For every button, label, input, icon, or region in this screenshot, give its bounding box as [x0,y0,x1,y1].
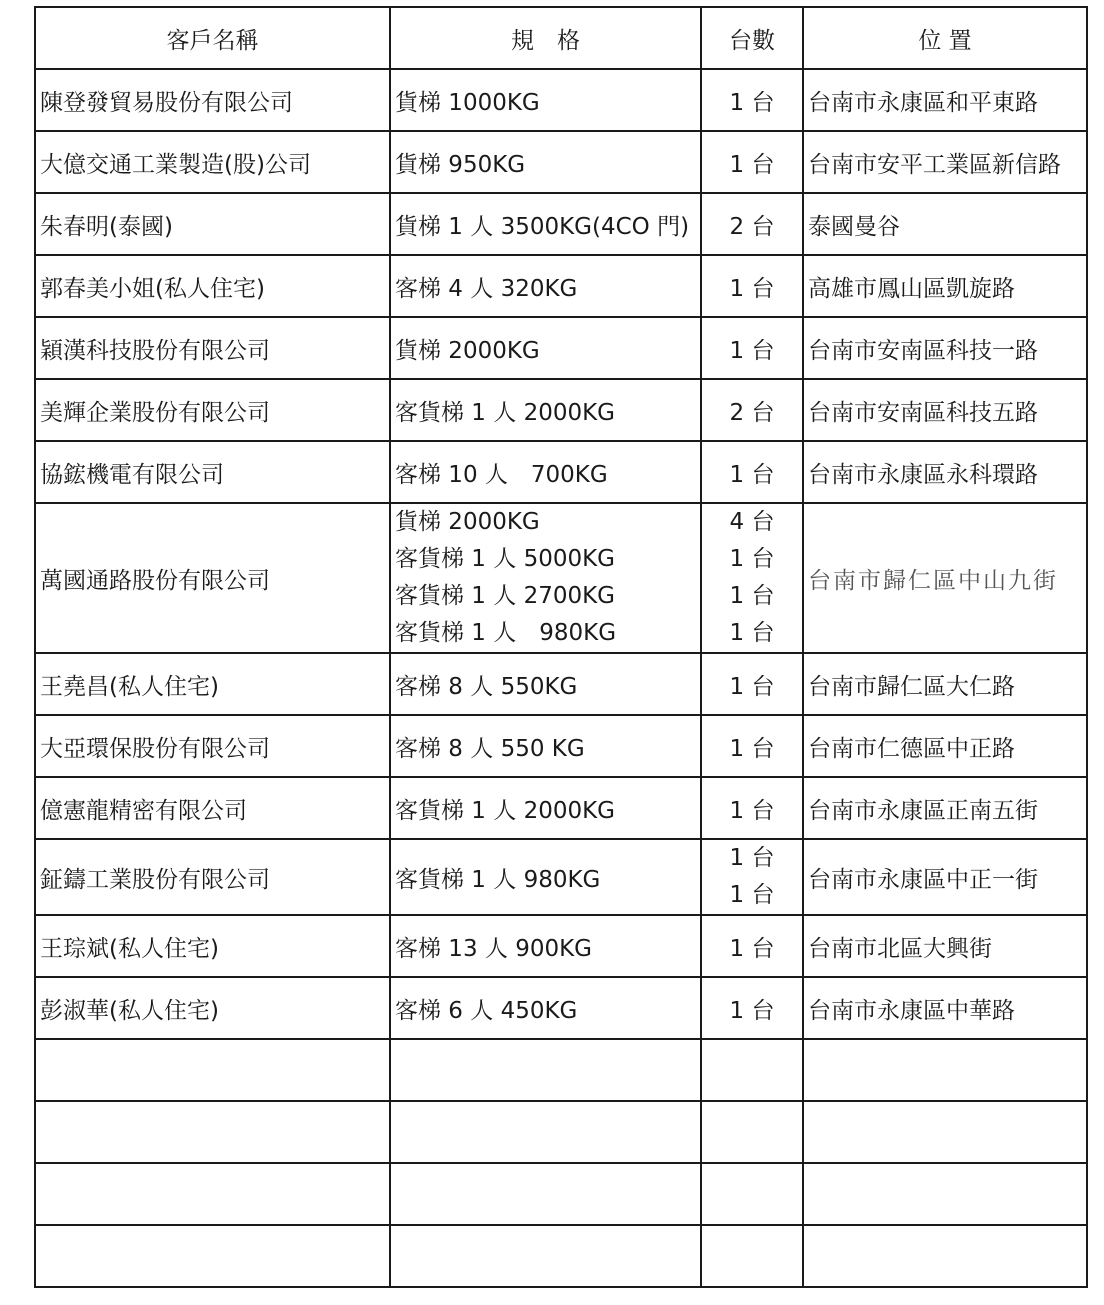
location-cell: 台南市北區大興街 [803,915,1087,977]
location-cell: 台南市安南區科技五路 [803,379,1087,441]
table-row [35,69,1087,131]
empty-cell [35,1101,390,1163]
table-row [35,193,1087,255]
empty-cell [701,1039,803,1101]
table-row [35,441,1087,503]
spec-line: 客貨梯 1 人 5000KG [395,546,616,572]
spec-cell: 貨梯 950KG [390,131,701,193]
table-row [35,131,1087,193]
empty-cell [35,1039,390,1101]
location-cell: 台南市歸仁區中山九街 [803,503,1087,653]
location-cell: 台南市永康區永科環路 [803,441,1087,503]
qty-line: 1 台 [729,583,775,609]
location-cell: 台南市仁德區中正路 [803,715,1087,777]
table-row [35,777,1087,839]
qty-cell: 1 台 [701,441,803,503]
spec-cell: 客梯 4 人 320KG [390,255,701,317]
empty-cell [390,1225,701,1287]
qty-line: 4 台 [729,509,775,535]
empty-cell [35,1225,390,1287]
customer-cell: 鉦鑄工業股份有限公司 [35,839,390,915]
location-cell: 台南市安南區科技一路 [803,317,1087,379]
empty-row [35,1101,1087,1163]
customer-cell: 萬國通路股份有限公司 [35,503,390,653]
customer-cell: 協鋐機電有限公司 [35,441,390,503]
spec-cell: 貨梯 1000KG [390,69,701,131]
empty-cell [701,1225,803,1287]
qty-cell: 1 台 [701,653,803,715]
customer-cell: 王堯昌(私人住宅) [35,653,390,715]
qty-cell [701,503,803,653]
table-row [35,653,1087,715]
empty-row [35,1163,1087,1225]
location-cell: 高雄市鳳山區凱旋路 [803,255,1087,317]
table-row [35,317,1087,379]
customer-cell: 大亞環保股份有限公司 [35,715,390,777]
qty-cell: 1 台 [701,69,803,131]
customer-cell: 穎漢科技股份有限公司 [35,317,390,379]
qty-cell: 1 台 [701,915,803,977]
spec-line: 貨梯 2000KG [395,509,540,535]
qty-cell: 2 台 [701,379,803,441]
table-row [35,915,1087,977]
empty-cell [803,1163,1087,1225]
empty-cell [390,1101,701,1163]
spec-cell: 客梯 8 人 550KG [390,653,701,715]
customer-cell: 郭春美小姐(私人住宅) [35,255,390,317]
elevator-client-list-page [34,6,1086,1291]
spec-cell: 客梯 13 人 900KG [390,915,701,977]
location-cell: 泰國曼谷 [803,193,1087,255]
customer-cell: 陳登發貿易股份有限公司 [35,69,390,131]
qty-cell: 1 台 [701,317,803,379]
header-row [35,7,1087,69]
empty-row [35,1039,1087,1101]
qty-cell: 1 台 [701,131,803,193]
location-cell: 台南市歸仁區大仁路 [803,653,1087,715]
empty-cell [35,1163,390,1225]
empty-cell [701,1163,803,1225]
header-customer: 客戶名稱 [35,7,390,69]
qty-cell: 1 台 [701,255,803,317]
spec-cell: 貨梯 1 人 3500KG(4CO 門) [390,193,701,255]
empty-cell [803,1225,1087,1287]
customer-cell: 朱春明(泰國) [35,193,390,255]
spec-cell: 客貨梯 1 人 2000KG [390,379,701,441]
empty-row [35,1225,1087,1287]
spec-cell [390,503,701,653]
customer-cell: 大億交通工業製造(股)公司 [35,131,390,193]
customer-cell: 王琮斌(私人住宅) [35,915,390,977]
client-table [34,6,1088,1288]
empty-cell [701,1101,803,1163]
header-location: 位 置 [803,7,1087,69]
table-row [35,839,1087,915]
empty-cell [803,1101,1087,1163]
header-spec: 規 格 [390,7,701,69]
location-cell: 台南市永康區中正一街 [803,839,1087,915]
customer-cell: 億憲龍精密有限公司 [35,777,390,839]
location-cell: 台南市安平工業區新信路 [803,131,1087,193]
table-row [35,715,1087,777]
customer-cell: 美輝企業股份有限公司 [35,379,390,441]
qty-cell: 1 台 [701,715,803,777]
qty-line: 1 台 [729,546,775,572]
location-cell: 台南市永康區和平東路 [803,69,1087,131]
customer-cell: 彭淑華(私人住宅) [35,977,390,1039]
qty-cell: 1 台 [701,777,803,839]
location-cell: 台南市永康區中華路 [803,977,1087,1039]
spec-line: 客貨梯 1 人 980KG [395,620,617,646]
spec-cell: 客貨梯 1 人 980KG [390,839,701,915]
table-row [35,379,1087,441]
qty-line: 1 台 [729,882,775,908]
spec-cell: 客梯 8 人 550 KG [390,715,701,777]
spec-cell: 客貨梯 1 人 2000KG [390,777,701,839]
table-row [35,503,1087,653]
spec-cell: 客梯 10 人 700KG [390,441,701,503]
location-cell: 台南市永康區正南五街 [803,777,1087,839]
qty-cell [701,839,803,915]
header-qty: 台數 [701,7,803,69]
table-row [35,255,1087,317]
spec-cell: 貨梯 2000KG [390,317,701,379]
spec-cell: 客梯 6 人 450KG [390,977,701,1039]
spec-line: 客貨梯 1 人 2700KG [395,583,616,609]
qty-cell: 1 台 [701,977,803,1039]
empty-cell [803,1039,1087,1101]
qty-line: 1 台 [729,620,775,646]
qty-line: 1 台 [729,845,775,871]
empty-cell [390,1163,701,1225]
table-row [35,977,1087,1039]
empty-cell [390,1039,701,1101]
qty-cell: 2 台 [701,193,803,255]
